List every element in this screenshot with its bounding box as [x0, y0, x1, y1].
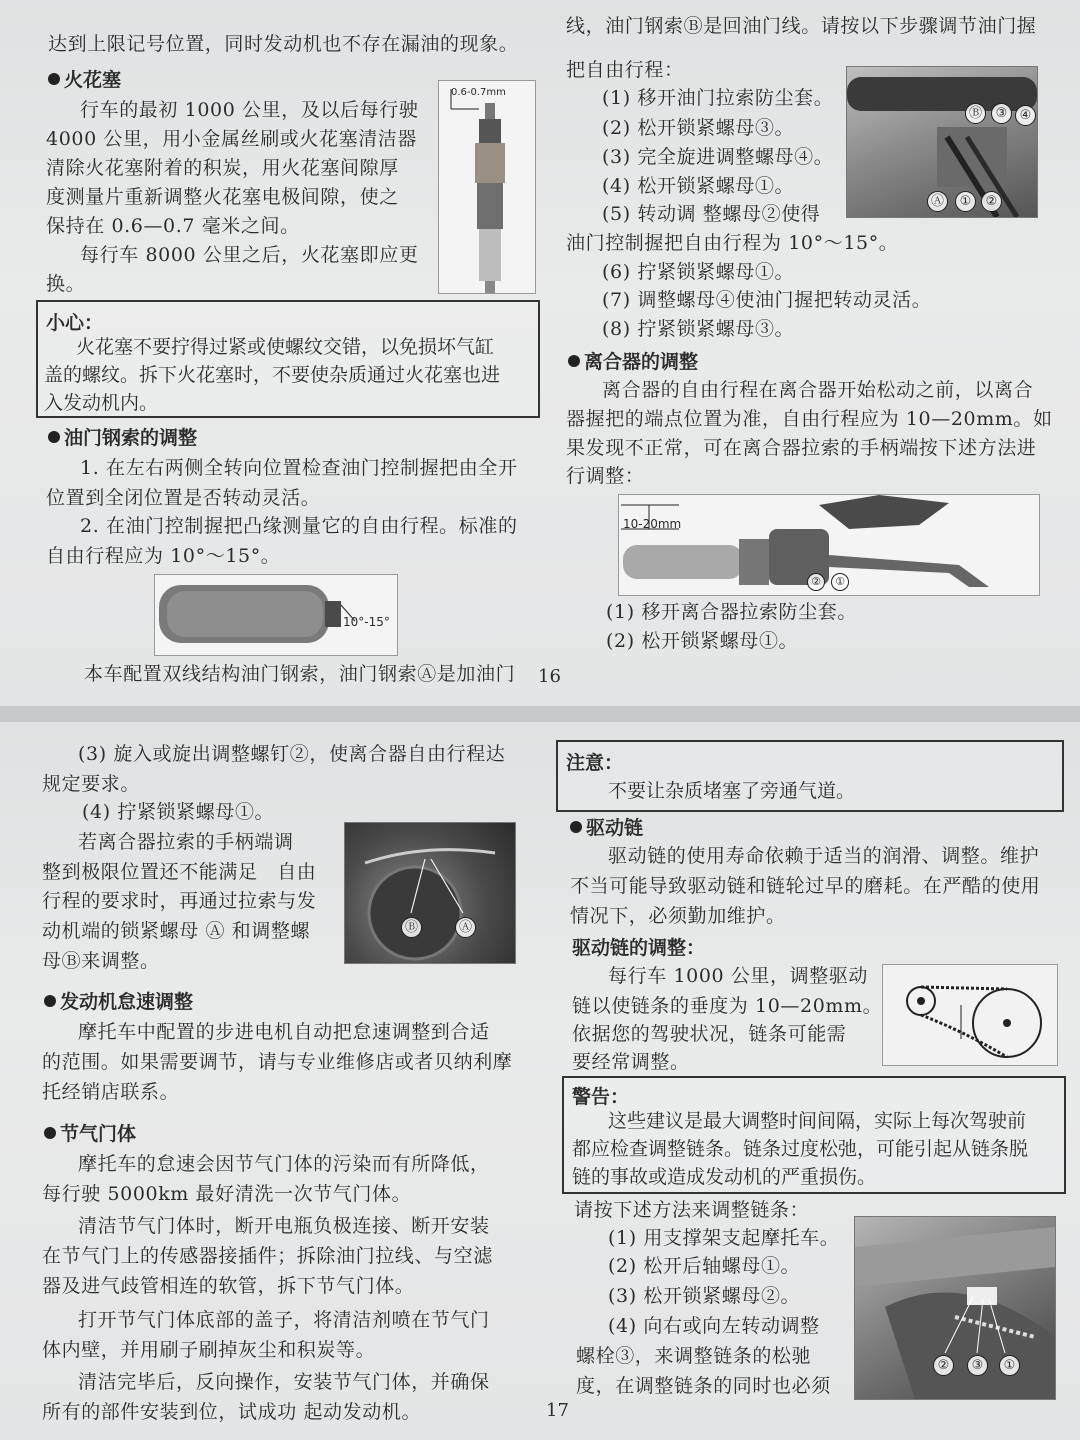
step-item: (8) 拧紧锁紧螺母③。	[602, 318, 795, 340]
warning-box	[562, 1076, 1066, 1194]
bullet-icon	[44, 995, 56, 1007]
text-line: 行车的最初 1000 公里，及以后每行驶	[80, 99, 419, 121]
engine-icon	[345, 823, 515, 963]
section-heading-drive-chain: 驱动链	[570, 814, 643, 842]
callout-label: ①	[831, 573, 849, 591]
text-line: 清洁完毕后，反向操作，安装节气门体，并确保	[78, 1371, 490, 1393]
section-heading-spark-plug: 火花塞	[48, 66, 121, 94]
text-line: 在节气门上的传感器接插件；拆除油门拉线、与空滤	[42, 1245, 493, 1267]
text-line: 链以使链条的垂度为 10—20mm。	[572, 995, 883, 1017]
engine-cable-photo	[344, 822, 516, 964]
callout-label: ③	[991, 103, 1012, 124]
page-number: 17	[546, 1400, 569, 1421]
text-line: 依据您的驾驶状况，链条可能需	[572, 1023, 847, 1045]
text-line: 驱动链的使用寿命依赖于适当的润滑、调整。维护	[608, 845, 1040, 867]
step-item: (5) 转动调 整螺母②使得	[602, 203, 821, 225]
callout-label: ②	[933, 1355, 954, 1376]
text-line: 所有的部件安装到位，试成功 起动发动机。	[42, 1401, 422, 1423]
text-line: 度测量片重新调整火花塞电极间隙，使之	[46, 186, 399, 208]
section-heading-idle: 发动机怠速调整	[44, 988, 193, 1016]
text-line: 2. 在油门控制握把凸缘测量它的自由行程。标准的	[80, 515, 518, 537]
step-item: (3) 松开锁紧螺母②。	[608, 1285, 801, 1307]
text-line: 1. 在左右两侧全转向位置检查油门控制握把由全开	[80, 457, 518, 479]
text-line: 度，在调整链条的同时也必须	[576, 1375, 831, 1397]
callout-label: ④	[1015, 105, 1036, 126]
text-line: 清洁节气门体时，断开电瓶负极连接、断开安装	[78, 1215, 490, 1237]
text-line: 保持在 0.6—0.7 毫米之间。	[46, 215, 300, 237]
caution-text: 入发动机内。	[44, 392, 159, 414]
caution-box	[36, 300, 540, 418]
text-line: 每行驶 5000km 最好清洗一次节气门体。	[42, 1183, 412, 1205]
step-item: (4) 向右或向左转动调整	[608, 1315, 820, 1337]
caution-text: 火花塞不要拧得过紧或使螺纹交错，以免损坏气缸	[76, 336, 495, 358]
text-line: 每行车 1000 公里，调整驱动	[608, 965, 869, 987]
text-line: 位置到全闭位置是否转动灵活。	[46, 487, 321, 509]
step-item: (6) 拧紧锁紧螺母①。	[602, 261, 795, 283]
free-play-label: 10-20mm	[623, 517, 682, 531]
notice-title: 注意：	[566, 752, 624, 774]
chain-sag-figure	[882, 964, 1058, 1066]
text-line: 打开节气门体底部的盖子，将清洁剂喷在节气门	[78, 1309, 490, 1331]
step-item: (1) 移开离合器拉索防尘套。	[606, 601, 857, 623]
text-line: 换。	[46, 273, 86, 295]
step-item: (3) 完全旋进调整螺母④。	[602, 146, 834, 168]
warning-text: 都应检查调整链条。链条过度松弛，可能引起从链条脱	[572, 1138, 1029, 1160]
manual-page-17	[0, 722, 1080, 1440]
text-line: 器及进气歧管相连的软管，拆下节气门体。	[42, 1275, 415, 1297]
text-line: 整到极限位置还不能满足 自由	[42, 861, 317, 883]
text-line: 托经销店联系。	[42, 1081, 180, 1103]
rear-axle-photo	[854, 1216, 1056, 1400]
text-line: 行程的要求时，再通过拉索与发	[42, 890, 317, 912]
text-line: 动机端的锁紧螺母 Ⓐ 和调整螺	[42, 920, 311, 942]
clutch-lever-icon	[619, 495, 1039, 595]
bullet-icon	[570, 821, 582, 833]
text-line: 行调整：	[566, 465, 645, 487]
warning-text: 链的事故或造成发动机的严重损伤。	[572, 1166, 877, 1188]
text-line: 4000 公里，用小金属丝刷或火花塞清洁器	[46, 128, 417, 150]
callout-label: Ⓑ	[965, 103, 986, 124]
step-item: (7) 调整螺母④使油门握把转动灵活。	[602, 289, 932, 311]
text-line: 要经常调整。	[572, 1051, 690, 1073]
bullet-icon	[48, 73, 60, 85]
caution-title: 小心：	[46, 312, 104, 334]
callout-label: ①	[955, 191, 976, 212]
text-line: 清除火花塞附着的积炭，用火花塞间隙厚	[46, 157, 399, 179]
callout-label: Ⓐ	[455, 917, 476, 938]
bullet-icon	[568, 355, 580, 367]
text-line: 螺栓③，来调整链条的松驰	[576, 1345, 812, 1367]
text-line: 请按下述方法来调整链条：	[574, 1199, 810, 1221]
chain-diagram-icon	[883, 965, 1057, 1065]
step-item: (2) 松开后轴螺母①。	[608, 1255, 801, 1277]
text-line: 情况下，必须勤加维护。	[570, 905, 786, 927]
step-item: (4) 松开锁紧螺母①。	[602, 175, 795, 197]
warning-title: 警告：	[572, 1086, 630, 1108]
text-line: 自由行程应为 10°～15°。	[46, 545, 281, 567]
text-line: 若离合器拉索的手柄端调	[78, 831, 294, 853]
callout-label: ①	[999, 1355, 1020, 1376]
step-item: (3) 旋入或旋出调整螺钉②，使离合器自由行程达	[78, 743, 506, 765]
text-line: 达到上限记号位置，同时发动机也不存在漏油的现象。	[48, 33, 519, 55]
text-line: 离合器的自由行程在离合器开始松动之前，以离合	[602, 379, 1034, 401]
section-heading-throttle-cable: 油门钢索的调整	[48, 424, 197, 452]
manual-page-16	[0, 0, 1080, 706]
text-line: 规定要求。	[42, 773, 141, 795]
bullet-icon	[48, 431, 60, 443]
text-line: 油门控制握把自由行程为 10°～15°。	[566, 232, 899, 254]
notice-text: 不要让杂质堵塞了旁通气道。	[608, 780, 856, 802]
text-line: 摩托车中配置的步进电机自动把怠速调整到合适	[78, 1021, 490, 1043]
step-item: (2) 松开锁紧螺母①。	[606, 630, 799, 652]
swingarm-icon	[855, 1217, 1055, 1399]
callout-label: Ⓑ	[401, 917, 422, 938]
step-item: (2) 松开锁紧螺母③。	[602, 117, 795, 139]
text-line: 每行车 8000 公里之后，火花塞即应更	[80, 244, 419, 266]
page-number: 16	[538, 666, 561, 687]
callout-label: ③	[967, 1355, 988, 1376]
text-line: 器握把的端点位置为准，自由行程应为 10—20mm。如	[566, 408, 1053, 430]
step-item: (4) 拧紧锁紧螺母①。	[82, 801, 275, 823]
clutch-lever-figure	[618, 494, 1040, 596]
bullet-icon	[44, 1127, 56, 1139]
throttle-cable-photo	[846, 66, 1038, 218]
gap-label: 0.6-0.7mm	[451, 87, 506, 98]
text-line: 把自由行程：	[566, 59, 684, 81]
chain-adjust-heading: 驱动链的调整：	[572, 937, 706, 959]
section-heading-clutch: 离合器的调整	[568, 348, 698, 376]
step-item: (1) 用支撑架支起摩托车。	[608, 1227, 840, 1249]
text-line: 母Ⓑ来调整。	[42, 950, 160, 972]
text-line: 果发现不正常，可在离合器拉索的手柄端按下述方法进	[566, 437, 1037, 459]
notice-box	[556, 740, 1064, 812]
step-item: (1) 移开油门拉索防尘套。	[602, 87, 834, 109]
text-line: 摩托车的怠速会因节气门体的污染而有所降低，	[78, 1153, 490, 1175]
callout-label: ②	[807, 573, 825, 591]
spark-plug-figure	[438, 80, 536, 294]
caution-text: 盖的螺纹。拆下火花塞时，不要使杂质通过火花塞也进	[44, 364, 501, 386]
angle-label: 10°-15°	[343, 615, 390, 629]
text-line: 不当可能导致驱动链和链轮过早的磨耗。在严酷的使用	[570, 875, 1041, 897]
callout-label: ②	[981, 191, 1002, 212]
callout-label: Ⓐ	[927, 191, 948, 212]
spark-plug-icon	[439, 81, 535, 293]
text-line: 线，油门钢索Ⓑ是回油门线。请按以下步骤调节油门握	[566, 15, 1037, 37]
text-line: 本车配置双线结构油门钢索，油门钢索Ⓐ是加油门	[84, 663, 516, 685]
text-line: 体内壁，并用刷子刷掉灰尘和积炭等。	[42, 1339, 376, 1361]
warning-text: 这些建议是最大调整时间间隔，实际上每次驾驶前	[608, 1110, 1027, 1132]
section-heading-throttle-body: 节气门体	[44, 1120, 136, 1148]
page-divider	[0, 706, 1080, 722]
throttle-grip-figure	[154, 574, 398, 656]
text-line: 的范围。如果需要调节，请与专业维修店或者贝纳利摩	[42, 1051, 513, 1073]
